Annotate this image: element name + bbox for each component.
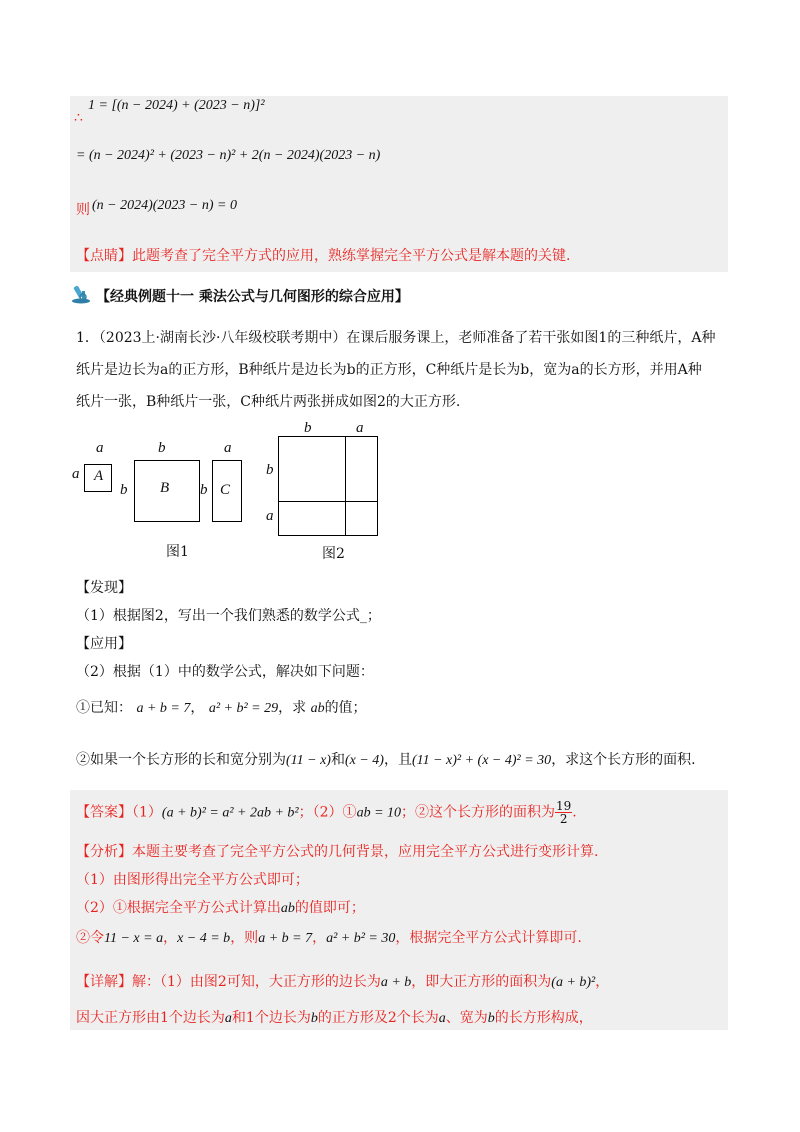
analysis-l2 (76, 898, 365, 919)
fig1-b-left: b (120, 482, 128, 498)
q21-m2: a² + b² = 29 (208, 701, 279, 716)
answer-m1: (a + b)² = a² + 2ab + b² (161, 805, 299, 821)
figure-2 (264, 418, 394, 568)
analysis-l2-end: 的值即可； (294, 900, 365, 916)
problem-line-2: 纸片是边长为a的正方形，B种纸片是边长为b的正方形，C种纸片是长为b，宽为a的长方形，并用A种 (76, 362, 702, 378)
fig1-c-left: b (200, 482, 208, 498)
q21-end: 的值； (324, 700, 367, 716)
detail-l1 (76, 972, 609, 993)
question-2: （2）根据（1）中的数学公式，解决如下问题： (76, 664, 374, 680)
analysis-l3-m2: x − 4 = b (177, 931, 231, 946)
analysis-l3-m4: a² + b² = 30 (326, 931, 396, 946)
q21-mid: ，求 (278, 700, 307, 716)
dianjing-text: 此题考查了完全平方式的应用，熟练掌握完全平方公式是解本题的关键. (132, 248, 571, 264)
q21-pre: ①已知： (76, 700, 132, 716)
faxian-head: 【发现】 (76, 580, 132, 596)
problem-line-3: 纸片一张，B种纸片一张，C种纸片两张拼成如图2的大正方形. (76, 394, 461, 410)
answer-m2: ab = 10 (356, 805, 402, 821)
question-1: （1）根据图2，写出一个我们熟悉的数学公式_； (76, 608, 381, 624)
big-square (278, 436, 378, 536)
analysis-l3 (76, 928, 582, 949)
detail-l2-m1: a (224, 1011, 232, 1026)
detail-tag: 【详解】 (76, 974, 132, 990)
fig1-C-label: C (220, 482, 231, 498)
answer-tag: 【答案】 (76, 804, 132, 821)
analysis-l3-m3: a + b = 7 (258, 931, 313, 946)
equation-3-prefix: 则 (76, 202, 90, 218)
q22-pre: ②如果一个长方形的长和宽分别为 (76, 752, 286, 768)
fig2-b-left: b (266, 462, 274, 478)
analysis-l1: （1）由图形得出完全平方公式即可； (76, 872, 309, 888)
answer-p4: . (572, 804, 577, 821)
analysis-l3-sep2: ， (312, 930, 327, 946)
analysis-l2-m: ab (280, 901, 295, 916)
fraction-numerator: 19 (556, 799, 572, 813)
analysis-l3-sep1: ， (163, 930, 178, 946)
question-2-1 (76, 698, 367, 719)
detail-l1-pre: 解：（1）由图2可知，大正方形的边长为 (132, 974, 381, 990)
detail-l2 (76, 1008, 593, 1029)
problem-line-1: 1．（2023上·湖南长沙·八年级校联考期中）在课后服务课上，老师准备了若干张如图1的三种纸片，A种 (76, 330, 716, 346)
q22-m2: (x − 4) (344, 753, 384, 768)
fig1-B-label: B (160, 480, 170, 496)
microscope-icon (70, 282, 92, 304)
detail-l2-end: 的长方形构成， (494, 1010, 593, 1026)
big-square-horizontal-divider (278, 501, 378, 502)
analysis-text: 本题主要考查了完全平方公式的几何背景，应用完全平方公式进行变形计算. (132, 844, 599, 860)
fraction-denominator: 2 (559, 812, 568, 826)
fig2-b-top: b (304, 420, 312, 436)
detail-l2-mid2: 的正方形及2个长为 (317, 1010, 439, 1026)
fig1-caption: 图1 (166, 544, 189, 560)
q22-m1: (11 − x) (286, 753, 331, 768)
fig1-a-left: a (72, 466, 80, 482)
analysis-l3-end: ，根据完全平方公式计算即可. (395, 930, 582, 946)
detail-l2-mid3: 、宽为 (445, 1010, 488, 1026)
therefore-symbol: ∴ (74, 110, 83, 126)
q22-mid: ，且 (383, 752, 412, 768)
dianjing-tag: 【点睛】 (76, 248, 132, 264)
fig1-a-top: a (96, 440, 104, 456)
q21-m1: a + b = 7 (136, 701, 191, 716)
q21-sep: ， (190, 700, 205, 716)
detail-l1-m1: a + b (380, 975, 412, 990)
answer-fraction (555, 800, 572, 825)
analysis-l3-mid: ，则 (230, 930, 259, 946)
detail-l1-m2: (a + b)² (551, 975, 596, 990)
q21-m3: ab (310, 701, 325, 716)
answer-p2: ；（2）① (298, 804, 357, 821)
answer-p1: （1） (132, 804, 162, 821)
answer-p3: ；②这个长方形的面积为 (401, 804, 556, 821)
section-title: 【经典例题十一 乘法公式与几何图形的综合应用】 (96, 289, 409, 305)
equation-1: 1 = [(n − 2024) + (2023 − n)]² (88, 98, 265, 113)
question-2-2 (76, 750, 696, 771)
detail-l2-m3: a (438, 1011, 446, 1026)
q22-and: 和 (330, 752, 345, 768)
fig1-A-label: A (94, 468, 104, 484)
equation-3: (n − 2024)(2023 − n) = 0 (92, 198, 237, 213)
dianjing-line (76, 246, 570, 266)
analysis-line (76, 842, 598, 862)
yingyong-head: 【应用】 (76, 636, 132, 652)
detail-l2-m4: b (487, 1011, 495, 1026)
fig1-b-top: b (158, 440, 166, 456)
detail-l2-mid1: 和1个边长为 (231, 1010, 311, 1026)
big-square-vertical-divider (345, 436, 346, 536)
fig2-a-left: a (266, 508, 274, 524)
figure-1 (70, 440, 260, 570)
q22-end: ，求这个长方形的面积. (551, 752, 696, 768)
analysis-l2-pre: （2）①根据完全平方公式计算出 (76, 900, 281, 916)
analysis-tag: 【分析】 (76, 844, 132, 860)
fig1-c-top: a (224, 440, 232, 456)
detail-l1-mid: ，即大正方形的面积为 (411, 974, 552, 990)
equation-2: = (n − 2024)² + (2023 − n)² + 2(n − 2024)(2023 − n) (76, 148, 381, 163)
detail-l1-end: ， (595, 974, 610, 990)
detail-l2-pre: 因大正方形由1个边长为 (76, 1010, 225, 1026)
answer-line (76, 800, 577, 825)
detail-l2-m2: b (310, 1011, 318, 1026)
analysis-l3-m1: 11 − x = a (104, 931, 164, 946)
q22-m3: (11 − x)² + (x − 4)² = 30 (411, 753, 552, 768)
fig2-caption: 图2 (322, 546, 345, 562)
fig2-a-top: a (356, 420, 364, 436)
analysis-l3-pre: ②令 (76, 930, 104, 946)
